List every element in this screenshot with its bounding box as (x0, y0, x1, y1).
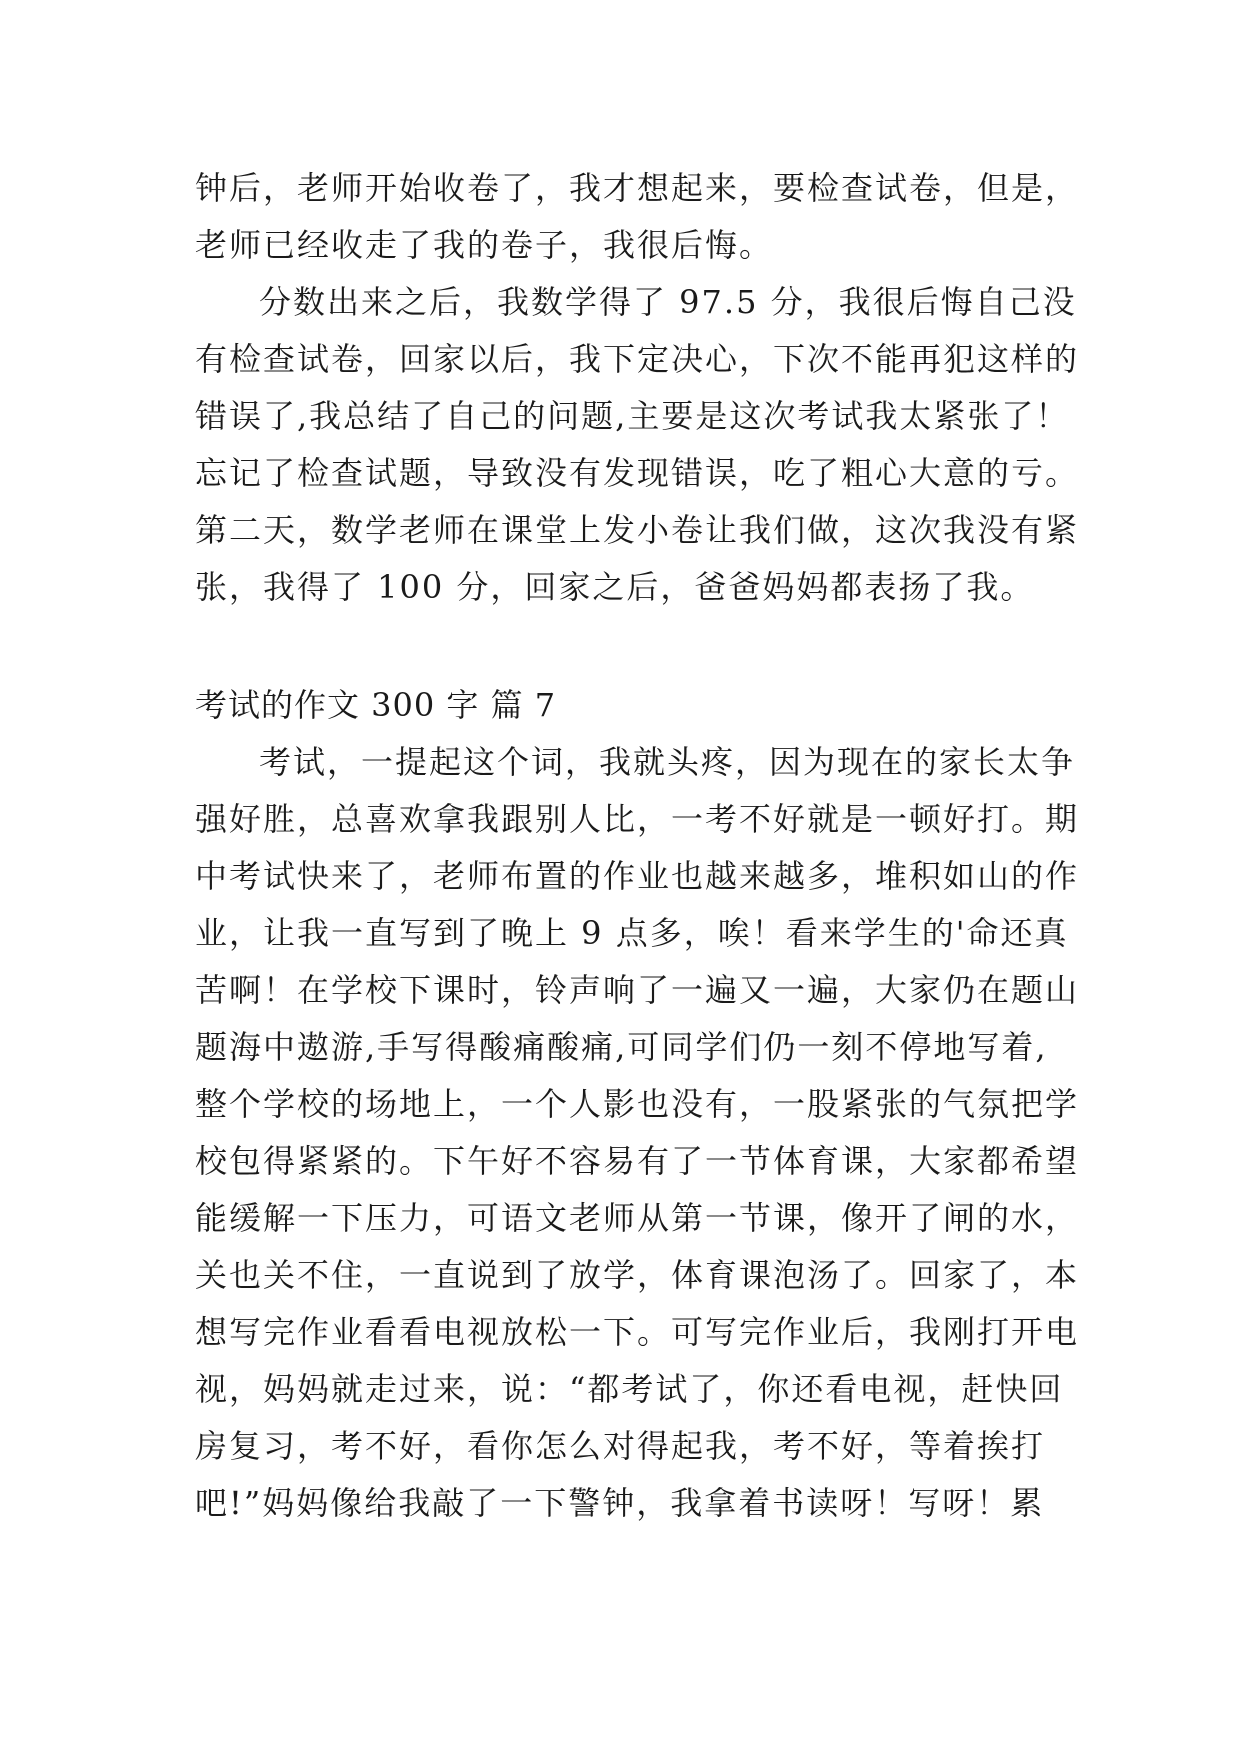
text-line: 有检查试卷，回家以后，我下定决心，下次不能再犯这样的 (195, 340, 1080, 378)
text-line: 强好胜，总喜欢拿我跟别人比，一考不好就是一顿好打。期 (195, 800, 1080, 838)
text-line: 老师已经收走了我的卷子，我很后悔。 (195, 226, 774, 264)
text-line: 错误了,我总结了自己的问题,主要是这次考试我太紧张了！ (195, 397, 1070, 435)
text-line: 题海中遨游,手写得酸痛酸痛,可同学们仍一刻不停地写着, (195, 1028, 1048, 1066)
paragraph-first-line: 分数出来之后，我数学得了 97.5 分，我很后悔自己没 (259, 283, 1077, 321)
text-line: 能缓解一下压力，可语文老师从第一节课，像开了闸的水， (195, 1199, 1080, 1237)
text-line: 钟后，老师开始收卷了，我才想起来，要检查试卷，但是， (195, 169, 1080, 207)
text-line: 第二天，数学老师在课堂上发小卷让我们做，这次我没有紧 (195, 511, 1080, 549)
text-line: 校包得紧紧的。下午好不容易有了一节体育课，大家都希望 (195, 1142, 1080, 1180)
text-line: 整个学校的场地上，一个人影也没有，一股紧张的气氛把学 (195, 1085, 1080, 1123)
text-line: 中考试快来了，老师布置的作业也越来越多，堆积如山的作 (195, 857, 1080, 895)
paragraph-first-line: 考试，一提起这个词，我就头疼，因为现在的家长太争 (259, 743, 1076, 781)
text-line: 房复习，考不好，看你怎么对得起我，考不好，等着挨打 (195, 1427, 1046, 1465)
text-line: 想写完作业看看电视放松一下。可写完作业后，我刚打开电 (195, 1313, 1080, 1351)
text-line: 业，让我一直写到了晚上 9 点多，唉！看来学生的'命还真 (195, 914, 1069, 952)
text-line: 视，妈妈就走过来，说：“都考试了，你还看电视，赶快回 (195, 1370, 1064, 1408)
text-line: 张，我得了 100 分，回家之后，爸爸妈妈都表扬了我。 (195, 568, 1035, 606)
text-line: 吧!”妈妈像给我敲了一下警钟，我拿着书读呀！写呀！累 (195, 1484, 1045, 1522)
section-heading: 考试的作文 300 字 篇 7 (195, 686, 557, 724)
text-line: 苦啊！在学校下课时，铃声响了一遍又一遍，大家仍在题山 (195, 971, 1080, 1009)
text-line: 忘记了检查试题，导致没有发现错误，吃了粗心大意的亏。 (195, 454, 1080, 492)
text-line: 关也关不住，一直说到了放学，体育课泡汤了。回家了，本 (195, 1256, 1080, 1294)
